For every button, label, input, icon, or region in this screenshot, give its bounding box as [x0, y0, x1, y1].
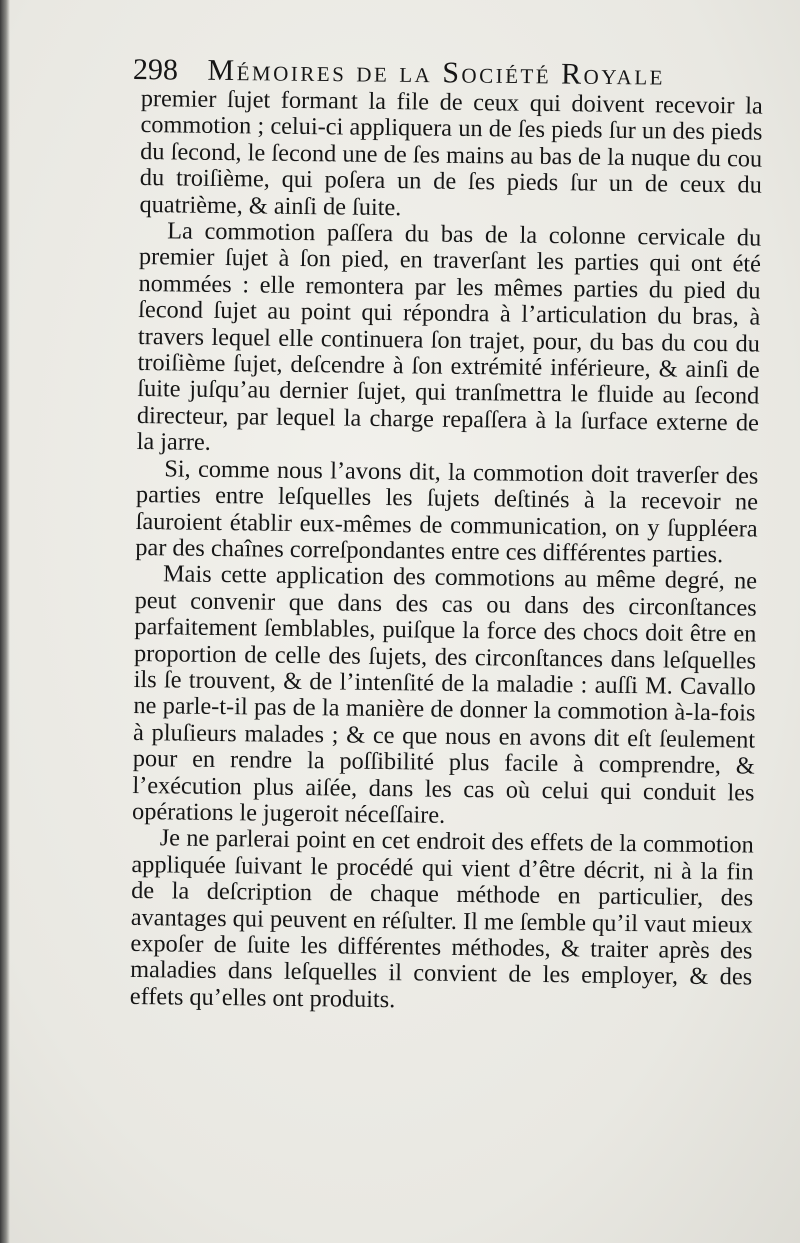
paragraph-2: La commotion paſſera du bas de la colonne cervicale du premier ſujet à ſon pied, en traverſant les parties qui ont été nommées : elle remontera par les mêmes parties du pied du ſecond ſujet au point qui répondra à l’articulation du bras, à travers lequel elle continuera ſon trajet, pour, du bas du cou du troiſième ſujet, deſcendre à ſon extrémité inférieure, & ainſi de ſuite juſqu’au dernier ſujet, qui tranſmettra le fluide au ſecond directeur, par lequel la charge repaſſera à la ſurface externe de la jarre.: [136, 217, 762, 457]
body-text: [130, 86, 763, 1018]
paragraph-1: premier ſujet formant la file de ceux qui doivent recevoir la commotion ; celui-ci appliquera un de ſes pieds ſur un des pieds du ſecond, le ſecond une de ſes mains au bas de la nuque du cou du troiſième, qui poſera un de ſes pieds ſur un de ceux du quatrième, & ainſi de ſuite.: [139, 85, 763, 221]
paragraph-4: Mais cette application des commotions au même degré, ne peut convenir que dans des cas ou dans des circonſtances parfaitement ſemblables, puiſque la force des chocs doit être en proportion de celle des ſujets, des circonſtances dans leſquelles ils ſe trouvent, & de l’intenſité de la maladie : auſſi M. Cavallo ne parle-t-il pas de la manière de donner la commotion à-la-fois à pluſieurs malades ; & ce que nous en avons dit eſt ſeulement pour en rendre la poſſibilité plus facile à comprendre, & l’exécution plus aiſée, dans les cas où celui qui conduit les opérations le jugeroit néceſſaire.: [131, 560, 758, 829]
page-gutter-shadow: [0, 0, 10, 1243]
running-head: Mémoires de la Société Royale: [207, 53, 666, 92]
paragraph-3: Si, comme nous l’avons dit, la commotion doit traverſer des parties entre leſquelles les ſujets deſtinés à la recevoir ne ſauroient établir eux-mêmes de communication, on y ſuppléera par des chaînes correſpondantes entre ces différentes parties.: [135, 455, 759, 569]
paragraph-5: Je ne parlerai point en cet endroit des effets de la commotion appliquée ſuivant le procédé qui vient d’être décrit, ni à la fin de la deſcription de chaque méthode en particulier, des avantages qui peuvent en réſulter. Il me ſemble qu’il vaut mieux expoſer de ſuite les différentes méthodes, & traiter après des maladies dans leſquelles il convient de les employer, & des effets qu’elles ont produits.: [129, 824, 754, 1013]
page-number: 298: [132, 53, 179, 87]
